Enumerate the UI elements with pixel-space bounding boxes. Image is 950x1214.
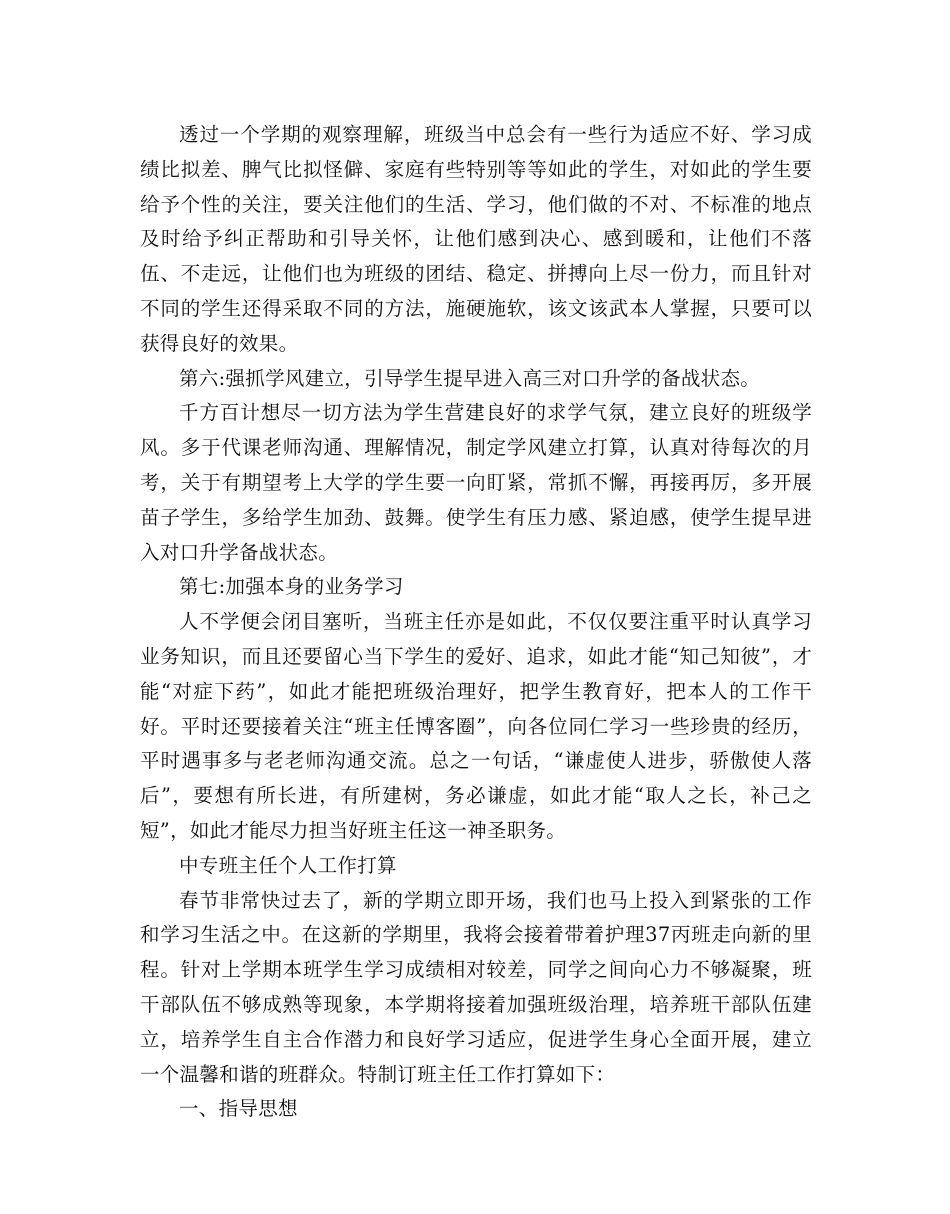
heading-guiding-ideology: 一、指导思想	[179, 1097, 298, 1121]
section-title-work-plan: 中专班主任个人工作打算	[179, 853, 397, 877]
paragraph-self-learning: 人不学便会闭目塞听，当班主任亦是如此，不仅仅要注重平时认真学习业务知识，而且还要留心当下学生的爱好、追求，如此才能“知己知彼”，才能“对症下药”，如此才能把班级治理好，把学生教育好，把本人的工作干好。平时还要接着关注“班主任博客圈”，向各位同仁学习一些珍贵的经历，平时遇事多与老老师沟通交流。总之一句话，“谦虚使人进步，骄傲使人落后”，要想有所长进，有所建树，务必谦虚，如此才能“取人之长，补己之短”，如此才能尽力担当好班主任这一神圣职务。	[140, 610, 812, 842]
heading-section-seven: 第七:加强本身的业务学习	[179, 575, 404, 599]
heading-section-six: 第六:强抓学风建立，引导学生提早进入高三对口升学的备战状态。	[179, 366, 761, 390]
paragraph-new-semester: 春节非常快过去了，新的学期立即开场，我们也马上投入到紧张的工作和学习生活之中。在这新的学期里，我将会接着带着护理37丙班走向新的里程。针对上学期本班学生学习成绩相对较差，同学之间向心力不够凝聚，班干部队伍不够成熟等现象，本学期将接着加强班级治理，培养班干部队伍建立，培养学生自主合作潜力和良好学习适应，促进学生身心全面开展，建立一个温馨和谐的班群众。特制订班主任工作打算如下：	[140, 888, 812, 1086]
paragraph-observation: 透过一个学期的观察理解，班级当中总会有一些行为适应不好、学习成绩比拟差、脾气比拟怪僻、家庭有些特别等等如此的学生，对如此的学生要给予个性的关注，要关注他们的生活、学习，他们做的不对、不标准的地点及时给予纠正帮助和引导关怀，让他们感到决心、感到暖和，让他们不落伍、不走远，让他们也为班级的团结、稳定、拼搏向上尽一份力，而且针对不同的学生还得采取不同的方法，施硬施软，该文该武本人掌握，只要可以获得良好的效果。	[140, 123, 812, 355]
paragraph-study-atmosphere: 千方百计想尽一切方法为学生营建良好的求学气氛，建立良好的班级学风。多于代课老师沟通、理解情况，制定学风建立打算，认真对待每次的月考，关于有期望考上大学的学生要一向盯紧，常抓不懈，再接再厉，多开展苗子学生，多给学生加劲、鼓舞。使学生有压力感、紧迫感，使学生提早进入对口升学备战状态。	[140, 401, 812, 564]
document-body	[140, 118, 812, 1127]
